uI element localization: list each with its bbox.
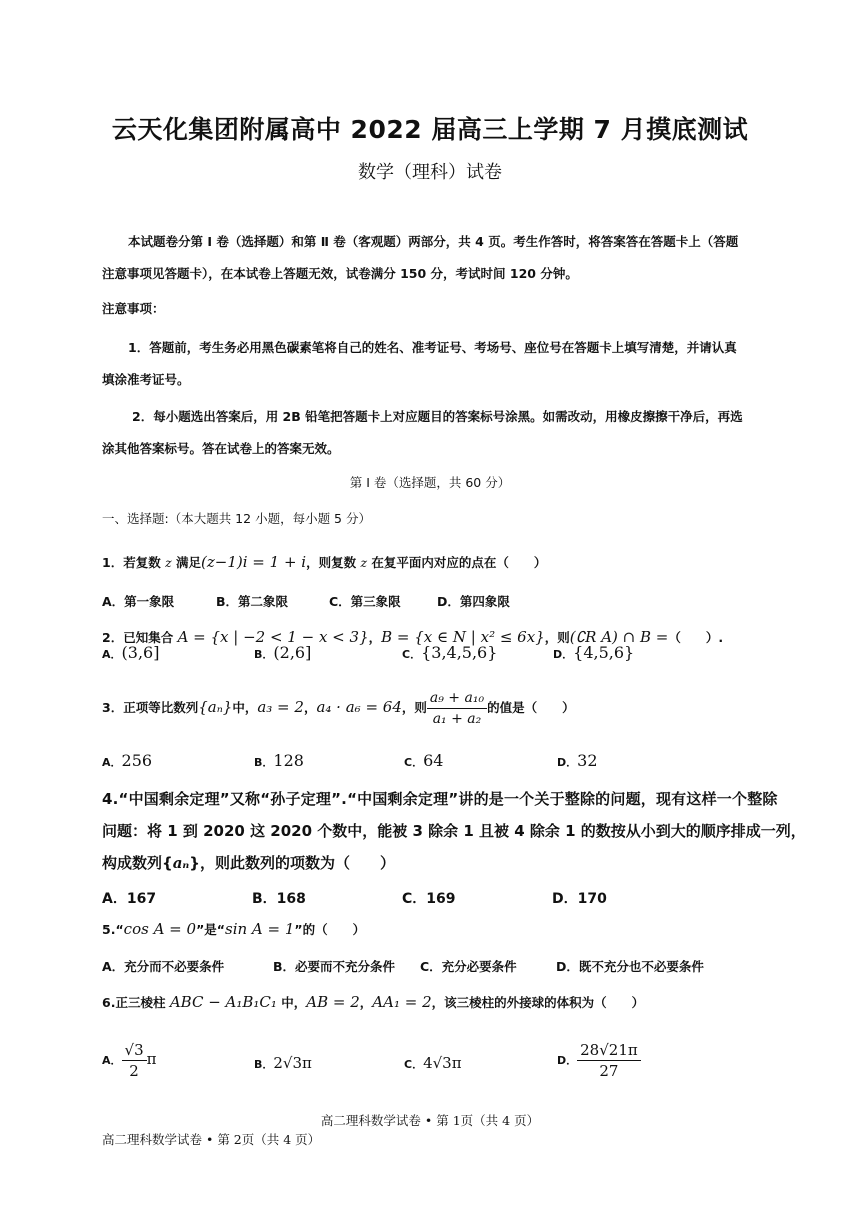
intro-line-1: 本试题卷分第 Ⅰ 卷（选择题）和第 Ⅱ 卷（客观题）两部分，共 4 页。考生作答时，将答案答在答题卡上（答题 — [128, 234, 739, 249]
q3-text-c: ，则 — [401, 700, 427, 715]
question-5 — [102, 920, 365, 938]
part-one-title: 第 Ⅰ 卷（选择题，共 60 分） — [349, 475, 511, 490]
q1-equation: (z−1)i = 1 + i — [201, 553, 307, 571]
q1-option-c: C．第三象限 — [329, 594, 401, 609]
question-1 — [102, 553, 546, 571]
q3-option-b-value: 128 — [273, 751, 304, 770]
q3-option-a-label: A． — [102, 756, 122, 769]
q2-option-c-label: C． — [402, 648, 422, 661]
q4-line-2: 问题：将 1 到 2020 这 2020 个数中，能被 3 除余 1 且被 4 除余 1 的数按从小到大的顺序排成一列， — [102, 822, 806, 840]
q2-option-a-label: A． — [102, 648, 122, 661]
q6-text-b: 中， — [276, 995, 307, 1010]
q4-option-d: D．170 — [552, 891, 607, 907]
q6-option-a-pi: π — [146, 1050, 157, 1068]
q1-option-b: B．第二象限 — [216, 594, 289, 609]
question-6 — [102, 993, 644, 1011]
q1-var-z-2: z — [360, 555, 368, 570]
q2-option-b — [254, 643, 311, 662]
q5-option-d: D．既不充分也不必要条件 — [556, 959, 704, 974]
q1-option-a: A．第一象限 — [102, 594, 175, 609]
question-3 — [102, 688, 575, 729]
q6-option-a-denominator: 2 — [129, 1062, 139, 1080]
q2-option-b-value: (2,6] — [273, 643, 312, 662]
q6-option-b — [254, 1054, 312, 1072]
q6-option-b-value: 2√3π — [273, 1054, 312, 1072]
q3-option-b — [254, 751, 304, 770]
q2-option-a-value: (3,6] — [121, 643, 160, 662]
q5-text-a: 5.“ — [102, 922, 124, 937]
q6-prism: ABC − A₁B₁C₁ — [169, 993, 277, 1011]
q6-condition-1: AB = 2 — [306, 993, 360, 1011]
q2-set-a: A = {x | −2 < 1 − x < 3} — [177, 628, 369, 646]
note-2-line-1: 2．每小题选出答案后，用 2B 铅笔把答题卡上对应题目的答案标号涂黑。如需改动，用橡皮擦擦干净后，再选 — [132, 409, 743, 424]
q3-fraction-denominator: a₁ + a₂ — [432, 711, 482, 727]
q4-option-a: A．167 — [102, 891, 157, 907]
q1-option-d: D．第四象限 — [437, 594, 510, 609]
q2-option-d-value: {4,5,6} — [573, 643, 635, 662]
q3-condition-1: a₃ = 2 — [257, 698, 304, 716]
note-1-line-1: 1．答题前，考生务必用黑色碳素笔将自己的姓名、准考证号、考场号、座位号在答题卡上填写清楚，并请认真 — [128, 340, 737, 355]
q6-option-a-fraction — [122, 1040, 147, 1081]
q1-var-z: z — [165, 555, 172, 570]
q4-line-3-a: 构成数列{ — [102, 854, 173, 872]
q6-option-a-numerator: √3 — [122, 1040, 147, 1061]
q6-text-a: 6.正三棱柱 — [102, 995, 170, 1010]
exam-title: 云天化集团附属高中 2022 届高三上学期 7 月摸底测试 — [111, 115, 749, 144]
q6-option-a — [102, 1040, 156, 1081]
q2-option-c — [402, 643, 497, 662]
q3-text-a: 3．正项等比数列 — [102, 700, 199, 715]
q3-fraction — [427, 688, 487, 729]
q6-option-c-value: 4√3π — [423, 1054, 462, 1072]
q3-option-c — [404, 751, 443, 770]
q3-option-d — [557, 751, 598, 770]
q2-option-d — [553, 643, 634, 662]
q4-line-3-b: }，则此数列的项数为（ ） — [189, 854, 395, 872]
q4-option-b: B．168 — [252, 891, 306, 907]
q1-text-d: 在复平面内对应的点在（ ） — [367, 555, 547, 570]
q3-option-b-label: B． — [254, 756, 274, 769]
q3-option-d-value: 32 — [577, 751, 598, 770]
q5-condition-cos: cos A = 0 — [123, 920, 197, 938]
q3-option-a — [102, 751, 152, 770]
q6-condition-2: AA₁ = 2 — [372, 993, 432, 1011]
q6-option-d — [557, 1040, 641, 1081]
q6-option-b-label: B． — [254, 1058, 274, 1071]
note-1-line-2: 填涂准考证号。 — [102, 372, 190, 387]
q2-text-b: ， — [368, 630, 382, 645]
exam-subtitle: 数学（理科）试卷 — [358, 162, 502, 183]
q2-set-b: B = {x ∈ N | x² ≤ 6x} — [381, 628, 545, 646]
intro-line-2: 注意事项见答题卡），在本试卷上答题无效，试卷满分 150 分，考试时间 120 分钟。 — [102, 266, 578, 281]
q3-sequence: {aₙ} — [198, 698, 233, 716]
q2-option-d-label: D． — [553, 648, 574, 661]
q3-text-d: 的值是（ ） — [487, 700, 575, 715]
q4-sequence: aₙ — [172, 854, 190, 872]
q5-option-b: B．必要而不充分条件 — [273, 959, 396, 974]
q3-separator: ， — [303, 700, 317, 715]
q2-text-c: ，则 — [544, 630, 570, 645]
q3-option-c-value: 64 — [423, 751, 444, 770]
q6-option-d-fraction — [577, 1040, 641, 1081]
q5-text-b: ”是“ — [196, 922, 225, 937]
q6-option-d-label: D． — [557, 1054, 578, 1067]
q3-option-c-label: C． — [404, 756, 424, 769]
q3-option-d-label: D． — [557, 756, 578, 769]
q3-option-a-value: 256 — [121, 751, 153, 770]
q6-option-c-label: C． — [404, 1058, 424, 1071]
note-2-line-2: 涂其他答案标号。答在试卷上的答案无效。 — [102, 441, 340, 456]
q6-option-d-denominator: 27 — [599, 1062, 619, 1080]
q2-option-c-value: {3,4,5,6} — [421, 643, 498, 662]
q6-option-d-numerator: 28√21π — [577, 1040, 641, 1061]
notes-heading: 注意事项： — [102, 301, 165, 316]
q2-option-b-label: B． — [254, 648, 274, 661]
q4-line-3 — [102, 852, 395, 873]
q5-option-a: A．充分而不必要条件 — [102, 959, 225, 974]
q1-text-c: ，则复数 — [306, 555, 361, 570]
q4-line-1: 4.“中国剩余定理”又称“孙子定理”.“中国剩余定理”讲的是一个关于整除的问题，现有这样一个整除 — [102, 790, 778, 808]
page-footer-left: 高二理科数学试卷 • 第 2页（共 4 页） — [102, 1132, 321, 1147]
q6-option-a-label: A． — [102, 1054, 122, 1067]
q2-text-d: （ ）. — [668, 630, 724, 645]
q5-text-c: ”的（ ） — [294, 922, 366, 937]
q6-option-c — [404, 1054, 462, 1072]
q3-condition-2: a₄ · a₆ = 64 — [316, 698, 402, 716]
q6-text-c: ，该三棱柱的外接球的体积为（ ） — [431, 995, 645, 1010]
q2-option-a — [102, 643, 159, 662]
q3-text-b: 中， — [232, 700, 258, 715]
section-heading: 一、选择题:（本大题共 12 小题，每小题 5 分） — [102, 511, 371, 526]
q1-text-b: 满足 — [171, 555, 202, 570]
q3-fraction-numerator: a₉ + a₁₀ — [427, 688, 487, 709]
q2-expression: (∁R A) ∩ B = — [569, 628, 669, 646]
q4-option-c: C．169 — [402, 891, 456, 907]
q2-text-a: 2．已知集合 — [102, 630, 178, 645]
q6-separator: ， — [359, 995, 373, 1010]
page-footer-center: 高二理科数学试卷 • 第 1页（共 4 页） — [320, 1113, 540, 1128]
q1-text-a: 1．若复数 — [102, 555, 166, 570]
q5-option-c: C．充分必要条件 — [420, 959, 517, 974]
q5-condition-sin: sin A = 1 — [225, 920, 295, 938]
